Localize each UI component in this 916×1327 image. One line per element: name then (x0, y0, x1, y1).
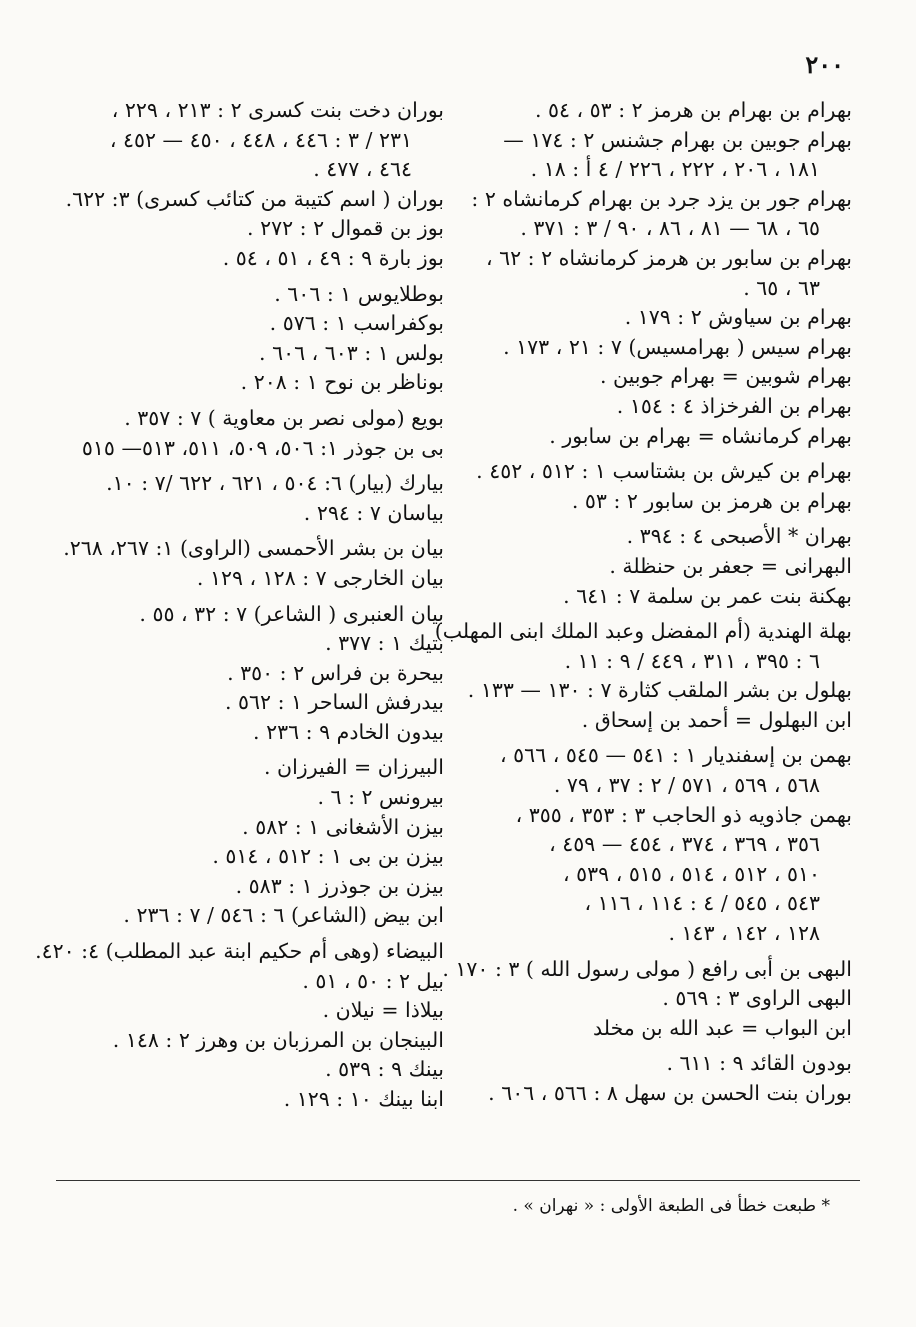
index-entry: بهرام بن بهرام بن هرمز ٢ : ٥٣ ، ٥٤ . (534, 98, 852, 122)
page-number: ٢٠٠ (805, 50, 844, 79)
index-entry-continuation: ٤٦٤ ، ٤٧٧ . (313, 157, 412, 182)
index-entry: بوز بن قموال ٢ : ٢٧٢ . (247, 216, 444, 241)
index-entry: بيدرفش الساحر ١ : ٥٦٢ . (224, 690, 444, 715)
index-entry: البينجان بن المرزبان بن وهرز ٢ : ١٤٨ . (112, 1027, 444, 1052)
index-entry: بيرونس ٢ : ٦ . (317, 785, 444, 810)
index-entry: بياسان ٧ : ٢٩٤ . (303, 500, 444, 525)
index-entry: بوز بارة ٩ : ٤٩ ، ٥١ ، ٥٤ . (222, 245, 444, 270)
index-entry: بهلة الهندية (أم المفضل وعبد الملك ابنى المهلب) (434, 619, 852, 644)
index-entry: البيضاء (وهى أم حكيم ابنة عبد المطلب) ٤: ٤٢٠. (35, 939, 444, 964)
index-entry: بهرام بن كيرش بن بشتاسب ١ : ٥١٢ ، ٤٥٢ . (476, 459, 852, 484)
index-entry: بهرام جور بن يزد جرد بن بهرام كرمانشاه ٢ : (471, 186, 852, 211)
index-entry: بيزن بن بى ١ : ٥١٢ ، ٥١٤ . (212, 844, 444, 869)
index-entry: بيلاذا = نيلان . (322, 998, 444, 1023)
index-entry: بى بن جوذر ١: ٥٠٦، ٥٠٩، ٥١١، ٥١٣— ٥١٥ (81, 435, 444, 460)
index-entry: ابنا بينك ١٠ : ١٢٩ . (283, 1087, 444, 1111)
index-entry: ابن البهلول = أحمد بن إسحاق . (581, 707, 852, 732)
index-entry-continuation: ٦٥ ، ٦٨ — ٨١ ، ٨٦ ، ٩٠ / ٣ : ٣٧١ . (520, 216, 820, 241)
index-entry: ابن بيض (الشاعر) ٦ : ٥٤٦ / ٧ : ٢٣٦ . (123, 903, 444, 928)
index-entry: بيزن الأشغانى ١ : ٥٨٢ . (242, 814, 444, 839)
index-entry: بهمن بن إسفنديار ١ : ٥٤١ — ٥٤٥ ، ٥٦٦ ، (500, 743, 852, 768)
index-entry: بهرام بن الفرخزاذ ٤ : ١٥٤ . (616, 393, 852, 418)
index-entry: البهى الراوى ٣ : ٥٦٩ . (662, 986, 852, 1011)
index-entry: بهرام بن هرمز بن سابور ٢ : ٥٣ . (571, 488, 852, 513)
index-entry: بهكنة بنت عمر بن سلمة ٧ : ٦٤١ . (563, 583, 852, 608)
index-entry-continuation: ٢٣١ / ٣ : ٤٤٦ ، ٤٤٨ ، ٤٥٠ — ٤٥٢ ، (109, 127, 412, 152)
index-entry: بهران * الأصبحى ٤ : ٣٩٤ . (626, 524, 852, 549)
index-entry: البهرانى = جعفر بن حنظلة . (609, 553, 852, 578)
index-entry: بودون القائد ٩ : ٦١١ . (666, 1051, 852, 1076)
index-entry: بوران بنت الحسن بن سهل ٨ : ٥٦٦ ، ٦٠٦ . (488, 1081, 852, 1105)
index-entry: بويع (مولى نصر بن معاوية ) ٧ : ٣٥٧ . (124, 405, 444, 430)
index-entry-continuation: ٦ : ٣٩٥ ، ٣١١ ، ٤٤٩ / ٩ : ١١ . (564, 648, 820, 673)
index-entry: بهرام شوبين = بهرام جوبين . (599, 364, 852, 389)
index-entry: بهرام بن سياوش ٢ : ١٧٩ . (624, 305, 852, 330)
footnote-divider (56, 1180, 860, 1181)
index-entry: بيان بن بشر الأحمسى (الراوى) ١: ٢٦٧، ٢٦٨. (63, 536, 444, 561)
index-entry: بهمن جاذويه ذو الحاجب ٣ : ٣٥٣ ، ٣٥٥ ، (515, 802, 852, 827)
index-entry-continuation: ٥١٠ ، ٥١٢ ، ٥١٤ ، ٥١٥ ، ٥٣٩ ، (563, 861, 820, 886)
index-entry: بولس ١ : ٦٠٣ ، ٦٠٦ . (259, 340, 444, 365)
index-entry: بهلول بن بشر الملقب كثارة ٧ : ١٣٠ — ١٣٣ . (467, 678, 852, 703)
index-entry-continuation: ٥٦٨ ، ٥٦٩ ، ٥٧١ / ٢ : ٣٧ ، ٧٩ . (553, 773, 820, 798)
index-entry: ابن البواب = عبد الله بن مخلد (593, 1015, 852, 1040)
index-entry: بهرام سيس ( بهرامسيس) ٧ : ٢١ ، ١٧٣ . (503, 334, 852, 359)
index-entry: بيدون الخادم ٩ : ٢٣٦ . (253, 719, 444, 744)
index-entry: بوكفراسب ١ : ٥٧٦ . (269, 311, 444, 336)
index-entry: بيزن بن جوذرز ١ : ٥٨٣ . (235, 873, 444, 898)
index-entry-continuation: ٣٥٦ ، ٣٦٩ ، ٣٧٤ ، ٤٥٤ — ٤٥٩ ، (549, 832, 820, 857)
index-entry: بوطلايوس ١ : ٦٠٦ . (274, 281, 444, 306)
index-entry: بيان العنبرى ( الشاعر) ٧ : ٣٢ ، ٥٥ . (139, 601, 444, 626)
index-entry: بوران ( اسم كتيبة من كتائب كسرى) ٣: ٦٢٢. (65, 186, 444, 211)
index-entry: بهرام بن سابور بن هرمز كرمانشاه ٢ : ٦٢ ، (485, 245, 852, 270)
footnote: * طبعت خطأ فى الطبعة الأولى : « نهران » . (512, 1196, 830, 1216)
index-entry: بيل ٢ : ٥٠ ، ٥١ . (302, 968, 444, 993)
index-entry-continuation: ١٨١ ، ٢٠٦ ، ٢٢٢ ، ٢٢٦ / ٤ أ : ١٨ . (530, 157, 820, 182)
index-entry: بتيك ١ : ٣٧٧ . (325, 631, 444, 656)
index-entry: بهرام كرمانشاه = بهرام بن سابور . (549, 423, 852, 448)
index-entry: بوناظر بن نوح ١ : ٢٠٨ . (240, 370, 444, 395)
index-entry: بينك ٩ : ٥٣٩ . (325, 1057, 444, 1082)
index-column-left (35, 96, 444, 1115)
index-entry-continuation: ١٢٨ ، ١٤٢ ، ١٤٣ . (668, 921, 820, 946)
index-entry: بيان الخارجى ٧ : ١٢٨ ، ١٢٩ . (196, 565, 444, 590)
index-entry: البيرزان = الفيرزان . (264, 755, 444, 780)
index-entry-continuation: ٦٣ ، ٦٥ . (743, 275, 820, 300)
index-entry: بيارك (بيار) ٦: ٥٠٤ ، ٦٢١ ، ٦٢٢ /٧ : ١٠. (106, 471, 444, 496)
index-entry: بوران دخت بنت كسرى ٢ : ٢١٣ ، ٢٢٩ ، (111, 98, 444, 122)
index-entry: البهى بن أبى رافع ( مولى رسول الله ) ٣ : ١٧٠ . (442, 956, 852, 981)
index-entry: بيحرة بن فراس ٢ : ٣٥٠ . (227, 660, 444, 685)
index-entry-continuation: ٥٤٣ ، ٥٤٥ / ٤ : ١١٤ ، ١١٦ ، (584, 891, 820, 916)
index-column-right (434, 96, 852, 1109)
index-entry: بهرام جوبين بن بهرام جشنس ٢ : ١٧٤ — (503, 127, 852, 152)
